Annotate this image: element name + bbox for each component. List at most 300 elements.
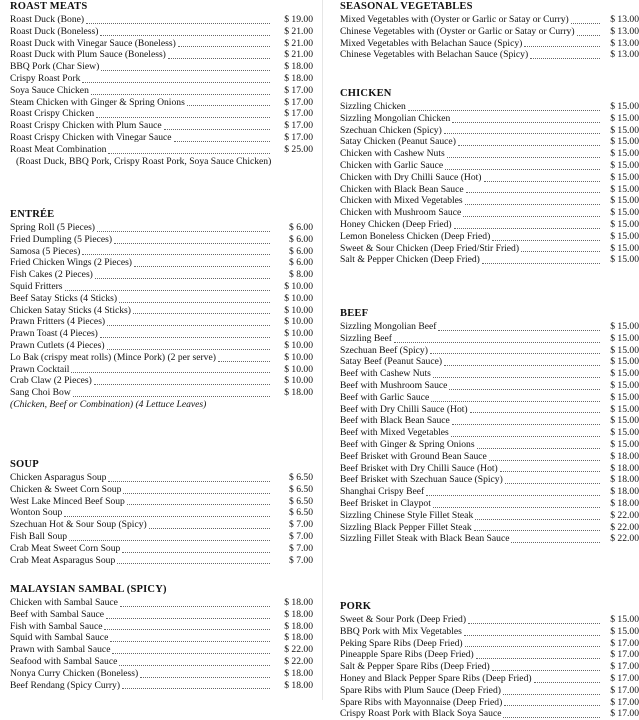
menu-item-price: $ 17.00 [284,131,313,143]
menu-item-price: $ 6.50 [289,483,313,495]
menu-item [340,101,639,113]
dot-leader [465,638,600,647]
menu-item-price: $ 17.00 [610,672,639,684]
menu-item-price: $ 17.00 [284,120,313,132]
menu-item-price: $ 18.00 [610,497,639,509]
menu-item-name: Prawn Toast (4 Pieces) [10,328,98,340]
menu-item-name: Crispy Roast Pork with Black Soya Sauce [340,708,502,720]
dot-leader [451,428,600,437]
column-divider [322,0,323,700]
dot-leader [174,133,270,142]
dot-leader [101,62,270,71]
section-note: (Chicken, Beef or Combination) (4 Lettuce Leaves) [10,398,207,410]
section-pork [340,601,639,720]
menu-item-price: $ 17.00 [610,696,639,708]
menu-item-price: $ 18.00 [284,387,313,399]
menu-item-name: Crab Claw (2 Pieces) [10,375,92,387]
menu-item-price: $ 18.00 [610,486,639,498]
menu-item [10,597,313,609]
dot-leader [108,473,270,482]
menu-item [340,113,639,125]
menu-item-price: $ 6.00 [289,233,313,245]
menu-item [340,136,639,148]
section-heading: CHICKEN [340,88,392,99]
menu-item-name: Sizzling Fillet Steak with Black Bean Sauce [340,533,510,545]
menu-item-price: $ 15.00 [610,379,639,391]
menu-item [340,415,639,427]
menu-item-name: Beef Brisket in Claypot [340,497,431,509]
dot-leader [73,388,270,397]
menu-item-name: Beef Brisket with Dry Chilli Sauce (Hot) [340,462,498,474]
menu-item-name: Spring Roll (5 Pieces) [10,222,96,233]
dot-leader [164,121,270,130]
menu-item-price: $ 10.00 [284,280,313,292]
menu-item-name: Roast Duck (Boneless) [10,25,99,37]
dot-leader [476,650,600,659]
menu-item-name: Beef with Cashew Nuts [340,368,431,380]
menu-item-name: Fish with Sambal Sauce [10,620,103,632]
section-seasonal-vegetables [340,1,639,61]
menu-item-price: $ 18.00 [284,72,313,84]
menu-item-price: $ 15.00 [610,368,639,380]
dot-leader [112,645,270,654]
menu-item-name: Beef with Mushroom Sauce [340,379,448,391]
menu-item-price: $ 10.00 [284,292,313,304]
menu-item-name: Fish Ball Soup [10,530,68,542]
dot-leader [218,353,270,362]
menu-item [340,626,639,638]
dot-leader [477,440,600,449]
menu-item-name: Chicken with Black Bean Sauce [340,183,464,195]
menu-item-price: $ 6.50 [289,472,313,483]
section-beef [340,308,639,545]
menu-item [10,609,313,621]
menu-item [10,644,313,656]
menu-item [10,246,313,258]
menu-item-name: Beef with Dry Chilli Sauce (Hot) [340,403,468,415]
menu-item-price: $ 15.00 [610,242,639,254]
dot-leader [571,15,600,24]
menu-item-name: Squid Fritters [10,280,63,292]
menu-item-name: Chicken with Mushroom Sauce [340,207,462,219]
menu-item [10,316,313,328]
dot-leader [140,669,270,678]
dot-leader [107,317,270,326]
menu-item-name: Beef with Black Bean Sauce [340,415,450,427]
dot-leader [534,674,600,683]
menu-item [10,26,313,38]
menu-item-name: Spare Ribs with Plum Sauce (Deep Fried) [340,684,501,696]
dot-leader [500,463,600,472]
dot-leader [408,102,600,111]
dot-leader [466,184,600,193]
menu-item-name: Nonya Curry Chicken (Boneless) [10,667,139,679]
menu-item-name: Fish Cakes (2 Pieces) [10,269,93,281]
menu-item [340,404,639,416]
dot-leader [65,282,270,291]
dot-leader [394,334,600,343]
menu-item [10,257,313,269]
dot-leader [114,235,270,244]
menu-item [340,533,639,545]
section-chicken [340,88,639,266]
menu-item [340,474,639,486]
menu-item-price: $ 6.00 [289,222,313,233]
menu-item [340,392,639,404]
dot-leader [449,381,600,390]
menu-item-price: $ 10.00 [284,363,313,375]
dot-leader [119,657,270,666]
menu-item-name: Beef Brisket with Szechuan Sauce (Spicy) [340,474,503,486]
menu-item [340,451,639,463]
menu-item-price: $ 15.00 [610,356,639,368]
menu-item-name: Szechuan Hot & Sour Soup (Spicy) [10,519,147,531]
dot-leader [465,196,600,205]
dot-leader [433,499,600,508]
menu-item-price: $ 17.00 [284,96,313,108]
menu-item-price: $ 15.00 [610,344,639,356]
dot-leader [100,27,270,36]
menu-item [340,356,639,368]
menu-item-name: Peking Spare Ribs (Deep Fried) [340,637,463,649]
menu-item-price: $ 15.00 [610,321,639,332]
menu-item [10,352,313,364]
menu-item-price: $ 15.00 [610,403,639,415]
menu-item-price: $ 15.00 [610,148,639,160]
menu-item-price: $ 21.00 [284,37,313,49]
menu-item-price: $ 15.00 [610,415,639,427]
menu-item-name: Fried Chicken Wings (2 Pieces) [10,257,133,269]
dot-leader [452,114,600,123]
menu-item-price: $ 7.00 [289,519,313,531]
menu-item [10,364,313,376]
menu-item-name: Chicken with Dry Chilli Sauce (Hot) [340,171,482,183]
dot-leader [133,305,270,314]
menu-item-price: $ 18.00 [610,450,639,462]
menu-item-price: $ 10.00 [284,351,313,363]
menu-item [10,375,313,387]
dot-leader [463,208,600,217]
menu-item-name: Soya Sauce Chicken [10,84,89,96]
menu-item-price: $ 10.00 [284,328,313,340]
section-note: (Roast Duck, BBQ Pork, Crispy Roast Pork, Soya Sauce Chicken) [16,155,272,167]
menu-item-price: $ 17.00 [610,661,639,673]
menu-item [10,144,313,156]
section-roast-meats [10,1,313,168]
menu-item-name: Sizzling Chicken [340,101,406,112]
dot-leader [430,345,600,354]
menu-item-name: Chicken with Sambal Sauce [10,597,118,608]
section-heading: ENTRÉE [10,209,55,220]
menu-item [340,38,639,50]
dot-leader [433,369,600,378]
menu-item-name: Sizzling Beef [340,332,392,344]
menu-item-name: Beef with Ginger & Spring Onions [340,438,475,450]
menu-item-price: $ 15.00 [610,614,639,625]
menu-item-price: $ 18.00 [284,597,313,608]
menu-item-price: $ 17.00 [284,84,313,96]
menu-item-price: $ 21.00 [284,25,313,37]
menu-item-price: $ 15.00 [610,171,639,183]
menu-item-name: Fried Dumpling (5 Pieces) [10,233,113,245]
dot-leader [108,145,270,154]
menu-item-price: $ 15.00 [610,124,639,136]
dot-leader [120,598,270,607]
dot-leader [91,86,270,95]
dot-leader [107,341,270,350]
menu-item-price: $ 18.00 [610,462,639,474]
menu-item-price: $ 15.00 [610,625,639,637]
menu-item-name: Prawn Fritters (4 Pieces) [10,316,106,328]
dot-leader [492,232,600,241]
dot-leader [82,74,270,83]
menu-item [340,172,639,184]
menu-item-name: Mixed Vegetables with (Oyster or Garlic or Satay or Curry) [340,14,569,25]
dot-leader [503,686,600,695]
menu-item-name: Seafood with Sambal Sauce [10,655,118,667]
menu-item [340,463,639,475]
menu-item-name: Beef Brisket with Ground Bean Sauce [340,450,487,462]
menu-item-name: Spare Ribs with Mayonnaise (Deep Fried) [340,696,503,708]
menu-item [340,14,639,26]
menu-item [10,97,313,109]
menu-item [340,661,639,673]
menu-item-price: $ 15.00 [610,207,639,219]
menu-item-name: Wonton Soup [10,507,63,519]
menu-item [10,38,313,50]
menu-item [340,184,639,196]
menu-item-price: $ 22.00 [610,533,639,545]
section-heading: ROAST MEATS [10,1,88,12]
menu-item-name: Crab Meat Asparagus Soup [10,554,116,566]
menu-item-name: Beef with Mixed Vegetables [340,427,449,439]
menu-item-price: $ 17.00 [610,649,639,661]
menu-item-price: $ 22.00 [284,644,313,656]
dot-leader [122,680,270,689]
menu-item-name: Sizzling Black Pepper Fillet Steak [340,521,472,533]
section-heading: MALAYSIAN SAMBAL (SPICY) [10,584,167,595]
section-malaysian-sambal [10,584,313,691]
menu-item [340,254,639,266]
menu-item-name: Sizzling Mongolian Beef [340,321,437,332]
menu-item-price: $ 7.00 [289,554,313,566]
menu-item-price: $ 17.00 [610,684,639,696]
menu-item [340,380,639,392]
menu-item-price: $ 15.00 [610,112,639,124]
menu-item-price: $ 6.00 [289,257,313,269]
menu-item-price: $ 25.00 [284,143,313,155]
menu-item-name: Chicken Asparagus Soup [10,472,107,483]
menu-item-name: BBQ Pork (Char Siew) [10,61,100,73]
dot-leader [104,621,270,630]
dot-leader [117,555,270,564]
dot-leader [187,97,270,106]
menu-item [340,498,639,510]
menu-item [10,507,313,519]
menu-item-name: Prawn Cocktail [10,363,70,375]
menu-item-price: $ 18.00 [284,667,313,679]
menu-item [340,708,639,720]
dot-leader [64,508,270,517]
dot-leader [127,496,270,505]
dot-leader [454,220,600,229]
dot-leader [82,246,270,255]
dot-leader [484,173,601,182]
menu-item [340,368,639,380]
menu-item-price: $ 18.00 [284,679,313,691]
dot-leader [444,125,600,134]
menu-item-price: $ 15.00 [610,427,639,439]
menu-item-name: Szechuan Beef (Spicy) [340,344,428,356]
menu-item-price: $ 13.00 [610,49,639,61]
menu-item [10,120,313,132]
menu-item-name: Roast Crispy Chicken with Vinegar Sauce [10,131,172,143]
menu-item-name: Sweet & Sour Pork (Deep Fried) [340,614,467,625]
dot-leader [475,511,600,520]
dot-leader [69,532,270,541]
menu-item-price: $ 10.00 [284,304,313,316]
dot-leader [119,294,270,303]
menu-item [10,555,313,567]
menu-item [340,148,639,160]
menu-item-name: Satay Beef (Peanut Sauce) [340,356,443,368]
dot-leader [426,487,600,496]
menu-item-price: $ 21.00 [284,49,313,61]
dot-leader [482,255,600,264]
menu-item-name: Pineapple Spare Ribs (Deep Fried) [340,649,474,661]
dot-leader [524,38,600,47]
menu-item [340,333,639,345]
menu-item-price: $ 15.00 [610,183,639,195]
dot-leader [431,393,600,402]
menu-item [340,673,639,685]
menu-item [10,269,313,281]
dot-leader [503,709,600,718]
menu-item [340,510,639,522]
menu-item-price: $ 18.00 [284,632,313,644]
dot-leader [149,520,270,529]
menu-item-price: $ 18.00 [284,620,313,632]
menu-item-name: Beef with Garlic Sauce [340,391,430,403]
menu-item-name: Chinese Vegetables with Belachan Sauce (Spicy) [340,49,529,61]
menu-item [340,195,639,207]
menu-item-name: Shanghai Crispy Beef [340,486,425,498]
menu-item [340,685,639,697]
menu-item [10,281,313,293]
menu-item-name: Chinese Vegetables with (Oyster or Garlic or Satay or Curry) [340,25,575,37]
menu-item-name: Roast Meat Combination [10,143,107,155]
menu-item-price: $ 15.00 [610,230,639,242]
menu-item [340,160,639,172]
menu-item [10,73,313,85]
menu-item-price: $ 18.00 [284,608,313,620]
menu-item [10,531,313,543]
menu-item [340,219,639,231]
dot-leader [530,50,600,59]
menu-item [340,697,639,709]
menu-item-price: $ 22.00 [284,655,313,667]
menu-item [340,26,639,38]
menu-item-name: Beef Rendang (Spicy Curry) [10,679,121,691]
dot-leader [97,223,270,232]
menu-item-name: Chicken with Cashew Nuts [340,148,445,160]
menu-item [10,293,313,305]
menu-item [340,231,639,243]
menu-item [10,222,313,234]
menu-item-name: Steam Chicken with Ginger & Spring Onions [10,96,185,108]
dot-leader [86,15,270,24]
menu-item [10,328,313,340]
dot-leader [110,633,270,642]
section-entree [10,209,313,411]
menu-item-price: $ 7.00 [289,530,313,542]
menu-item-name: Szechuan Chicken (Spicy) [340,124,442,136]
menu-item-name: Chicken Satay Sticks (4 Sticks) [10,304,131,316]
dot-leader [178,38,270,47]
menu-item-price: $ 10.00 [284,339,313,351]
dot-leader [106,610,270,619]
menu-item-name: Satay Chicken (Peanut Sauce) [340,136,456,148]
menu-item-price: $ 15.00 [610,332,639,344]
menu-item-price: $ 15.00 [610,159,639,171]
menu-item-price: $ 6.00 [289,245,313,257]
menu-item-price: $ 17.00 [284,108,313,120]
menu-item-price: $ 13.00 [610,25,639,37]
menu-item-name: Crispy Roast Pork [10,72,81,84]
menu-item-name: Lo Bak (crispy meat rolls) (Mince Pork) (2 per serve) [10,351,216,363]
dot-leader [504,697,600,706]
menu-item-name: Sizzling Mongolian Chicken [340,112,451,124]
menu-item [340,49,639,61]
menu-item-name: Honey Chicken (Deep Fried) [340,218,452,230]
menu-item [340,638,639,650]
menu-item-name: Salt & Pepper Spare Ribs (Deep Fried) [340,661,490,673]
menu-item [10,668,313,680]
dot-leader [71,364,270,373]
menu-item-price: $ 15.00 [610,438,639,450]
menu-item-name: Sweet & Sour Chicken (Deep Fried/Stir Fried) [340,242,520,254]
menu-item-price: $ 13.00 [610,14,639,25]
menu-item [10,234,313,246]
menu-item-name: BBQ Pork with Mix Vegetables [340,625,462,637]
menu-item-price: $ 18.00 [610,474,639,486]
dot-leader [94,376,270,385]
menu-item-name: Roast Crispy Chicken with Plum Sauce [10,120,162,132]
menu-item-price: $ 22.00 [610,521,639,533]
menu-item-name: Roast Crispy Chicken [10,108,95,120]
menu-item-name: Chicken & Sweet Corn Soup [10,483,122,495]
menu-item-price: $ 15.00 [610,101,639,112]
dot-leader [577,27,600,36]
menu-item [10,132,313,144]
menu-item [340,614,639,626]
dot-leader [168,50,270,59]
menu-item-name: Honey and Black Pepper Spare Ribs (Deep Fried) [340,672,532,684]
menu-item-name: Roast Duck (Bone) [10,14,85,25]
menu-item-price: $ 15.00 [610,391,639,403]
menu-item [10,85,313,97]
section-heading: SOUP [10,459,39,470]
menu-item-price: $ 10.00 [284,316,313,328]
dot-leader [452,416,600,425]
menu-item [10,305,313,317]
dot-leader [505,475,600,484]
menu-item-price: $ 15.00 [610,254,639,266]
dot-leader [95,270,270,279]
menu-item-name: Prawn with Sambal Sauce [10,644,111,656]
menu-item-price: $ 22.00 [610,509,639,521]
menu-item [340,522,639,534]
